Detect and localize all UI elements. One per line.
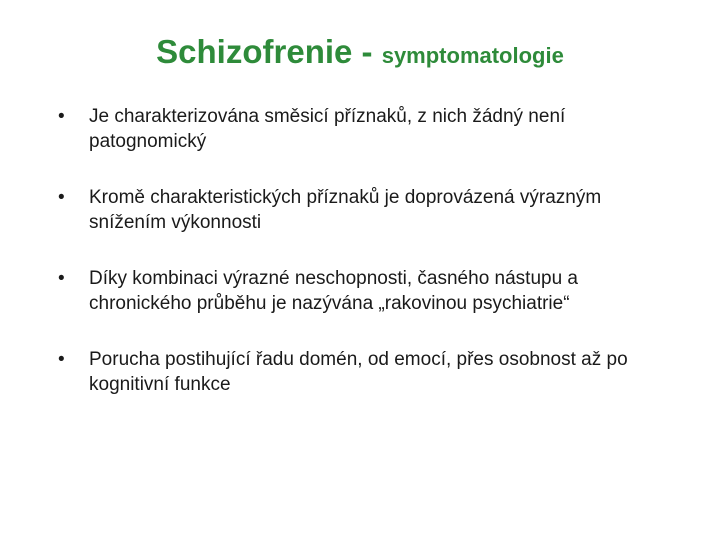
bullet-marker: • [58, 349, 65, 370]
bullet-list [58, 104, 678, 428]
bullet-marker: • [58, 268, 65, 289]
title-main: Schizofrenie [156, 33, 353, 70]
bullet-text: Díky kombinaci výrazné neschopnosti, časného nástupu a chronického průběhu je nazývána „rakovinou psychiatrie“ [89, 268, 578, 314]
bullet-item [58, 266, 678, 316]
title-separator: - [352, 33, 382, 70]
bullet-text: Je charakterizována směsicí příznaků, z nich žádný není patognomický [89, 106, 566, 152]
bullet-marker: • [58, 106, 65, 127]
bullet-marker: • [58, 187, 65, 208]
title-subtitle: symptomatologie [381, 43, 564, 68]
bullet-text: Porucha postihující řadu domén, od emocí, přes osobnost až po kognitivní funkce [89, 349, 628, 395]
bullet-item [58, 185, 678, 235]
bullet-item [58, 104, 678, 154]
bullet-item [58, 347, 678, 397]
bullet-text: Kromě charakteristických příznaků je doprovázená výrazným snížením výkonnosti [89, 187, 602, 233]
slide-title [0, 34, 720, 70]
